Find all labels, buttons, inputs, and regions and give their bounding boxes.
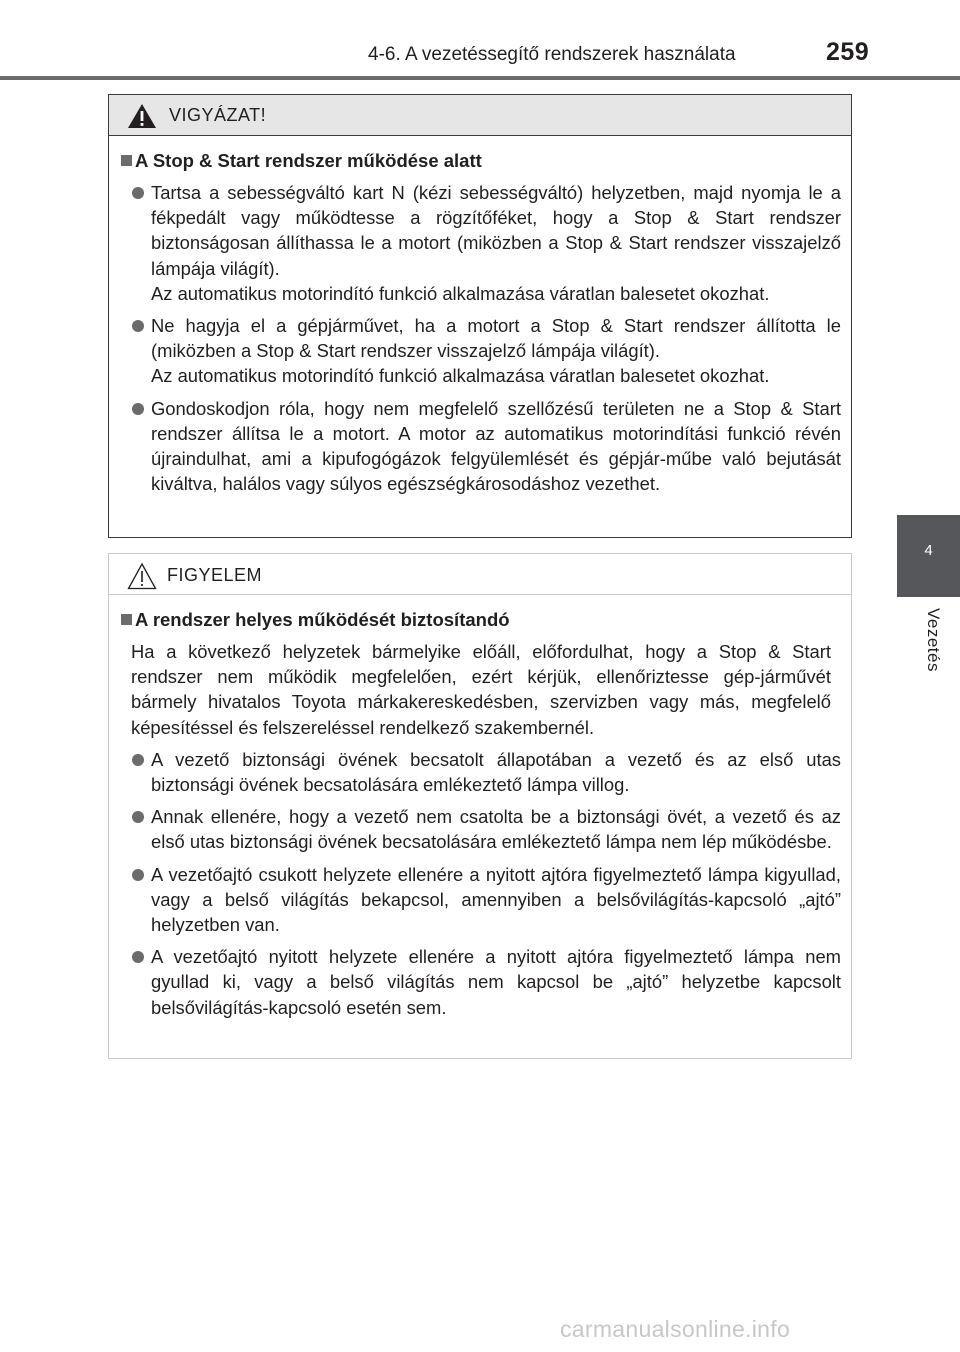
list-item (121, 313, 841, 389)
round-bullet-icon (132, 187, 144, 199)
list-item (121, 862, 841, 938)
round-bullet-icon (132, 869, 144, 881)
list-item-text: Az automatikus motorindító funkció alkalmazása váratlan balesetet okozhat. (151, 365, 770, 387)
list-item (121, 747, 841, 797)
chapter-label: Vezetés (924, 608, 943, 672)
list-item (121, 944, 841, 1020)
notice-intro: Ha a következő helyzetek bármelyike előáll, előfordulhat, hogy a Stop & Start rendszer nem működik megfelelően, ezért kérjük, ellenőriztesse gép-járművét bármely hivatalos Toyota márkakereskedésben, szervizben vagy más, megfelelő képesítéssel és felszereléssel rendelkező szakembernél. (131, 641, 831, 738)
list-item (121, 180, 841, 306)
notice-heading: FIGYELEM (167, 565, 263, 585)
page-number: 259 (826, 38, 870, 66)
list-item-text: Gondoskodjon róla, hogy nem megfelelő szellőzésű területen ne a Stop & Start rendszer állítsa le a motort. A motor az automatikus motorindítási funkció révén újraindulhat, ami a kipufogógázok felgyülemlését és gépjár-műbe való bejutását kiváltva, halálos vagy súlyos egészségkárosodáshoz vezethet. (151, 397, 841, 495)
caution-triangle-icon (127, 562, 157, 595)
list-item (121, 396, 841, 497)
list-item-text: Ne hagyja el a gépjárművet, ha a motort a Stop & Start rendszer állította le (miközben a Stop & Start rendszer visszajelző lámpája világít). (151, 315, 841, 362)
list-item-text: A vezető biztonsági övének becsatolt állapotában a vezető és az első utas biztonsági övének becsatolására emlékeztető lámpa villog. (151, 748, 841, 796)
notice-header (109, 554, 851, 595)
round-bullet-icon (132, 951, 144, 963)
warning-header (109, 95, 851, 136)
round-bullet-icon (132, 320, 144, 332)
warning-triangle-icon (127, 103, 157, 134)
warning-section-title: A Stop & Start rendszer működése alatt (121, 148, 841, 174)
round-bullet-icon (132, 403, 144, 415)
running-header-title: 4-6. A vezetéssegítő rendszerek használata (368, 44, 736, 65)
round-bullet-icon (132, 811, 144, 823)
square-bullet-icon (121, 614, 132, 625)
list-item-text: Annak ellenére, hogy a vezető nem csatolta be a biztonsági övét, a vezető és az első utas biztonsági övének becsatolására emlékeztető lámpa nem lép működésbe. (151, 806, 841, 853)
list-item-text: Az automatikus motorindító funkció alkalmazása váratlan balesetet okozhat. (151, 282, 770, 304)
notice-box (108, 553, 852, 1059)
round-bullet-icon (132, 754, 144, 766)
list-item-text: A vezetőajtó csukott helyzete ellenére a nyitott ajtóra figyelmeztető lámpa kigyullad, vagy a belső világítás bekapcsol, amennyiben a belsővilágítás-kapcsoló „ajtó” helyzetben van. (151, 863, 841, 936)
notice-section-title: A rendszer helyes működését biztosítandó (121, 607, 841, 633)
header-rule (0, 76, 960, 80)
list-item-text: A vezetőajtó nyitott helyzete ellenére a nyitott ajtóra figyelmeztető lámpa nem gyullad ki, vagy a belső világítás nem kapcsol be „ajtó” helyzetbe kapcsolt belsővilágítás-kapcsoló esetén sem. (151, 946, 841, 1018)
square-bullet-icon (121, 155, 132, 166)
warning-heading: VIGYÁZAT! (169, 105, 267, 125)
chapter-tab[interactable] (897, 515, 960, 597)
watermark: carmanualsonline.info (560, 1316, 791, 1342)
list-item-text: Tartsa a sebességváltó kart N (kézi sebességváltó) helyzetben, majd nyomja le a fékpedált vagy működtesse a rögzítőféket, hogy a Stop & Start rendszer biztonságosan állíthassa le a motort (miközben a Stop & Start rendszer visszajelző lámpája világít). (151, 182, 841, 279)
warning-box (108, 94, 852, 538)
list-item (121, 804, 841, 854)
chapter-number: 4 (924, 542, 933, 559)
